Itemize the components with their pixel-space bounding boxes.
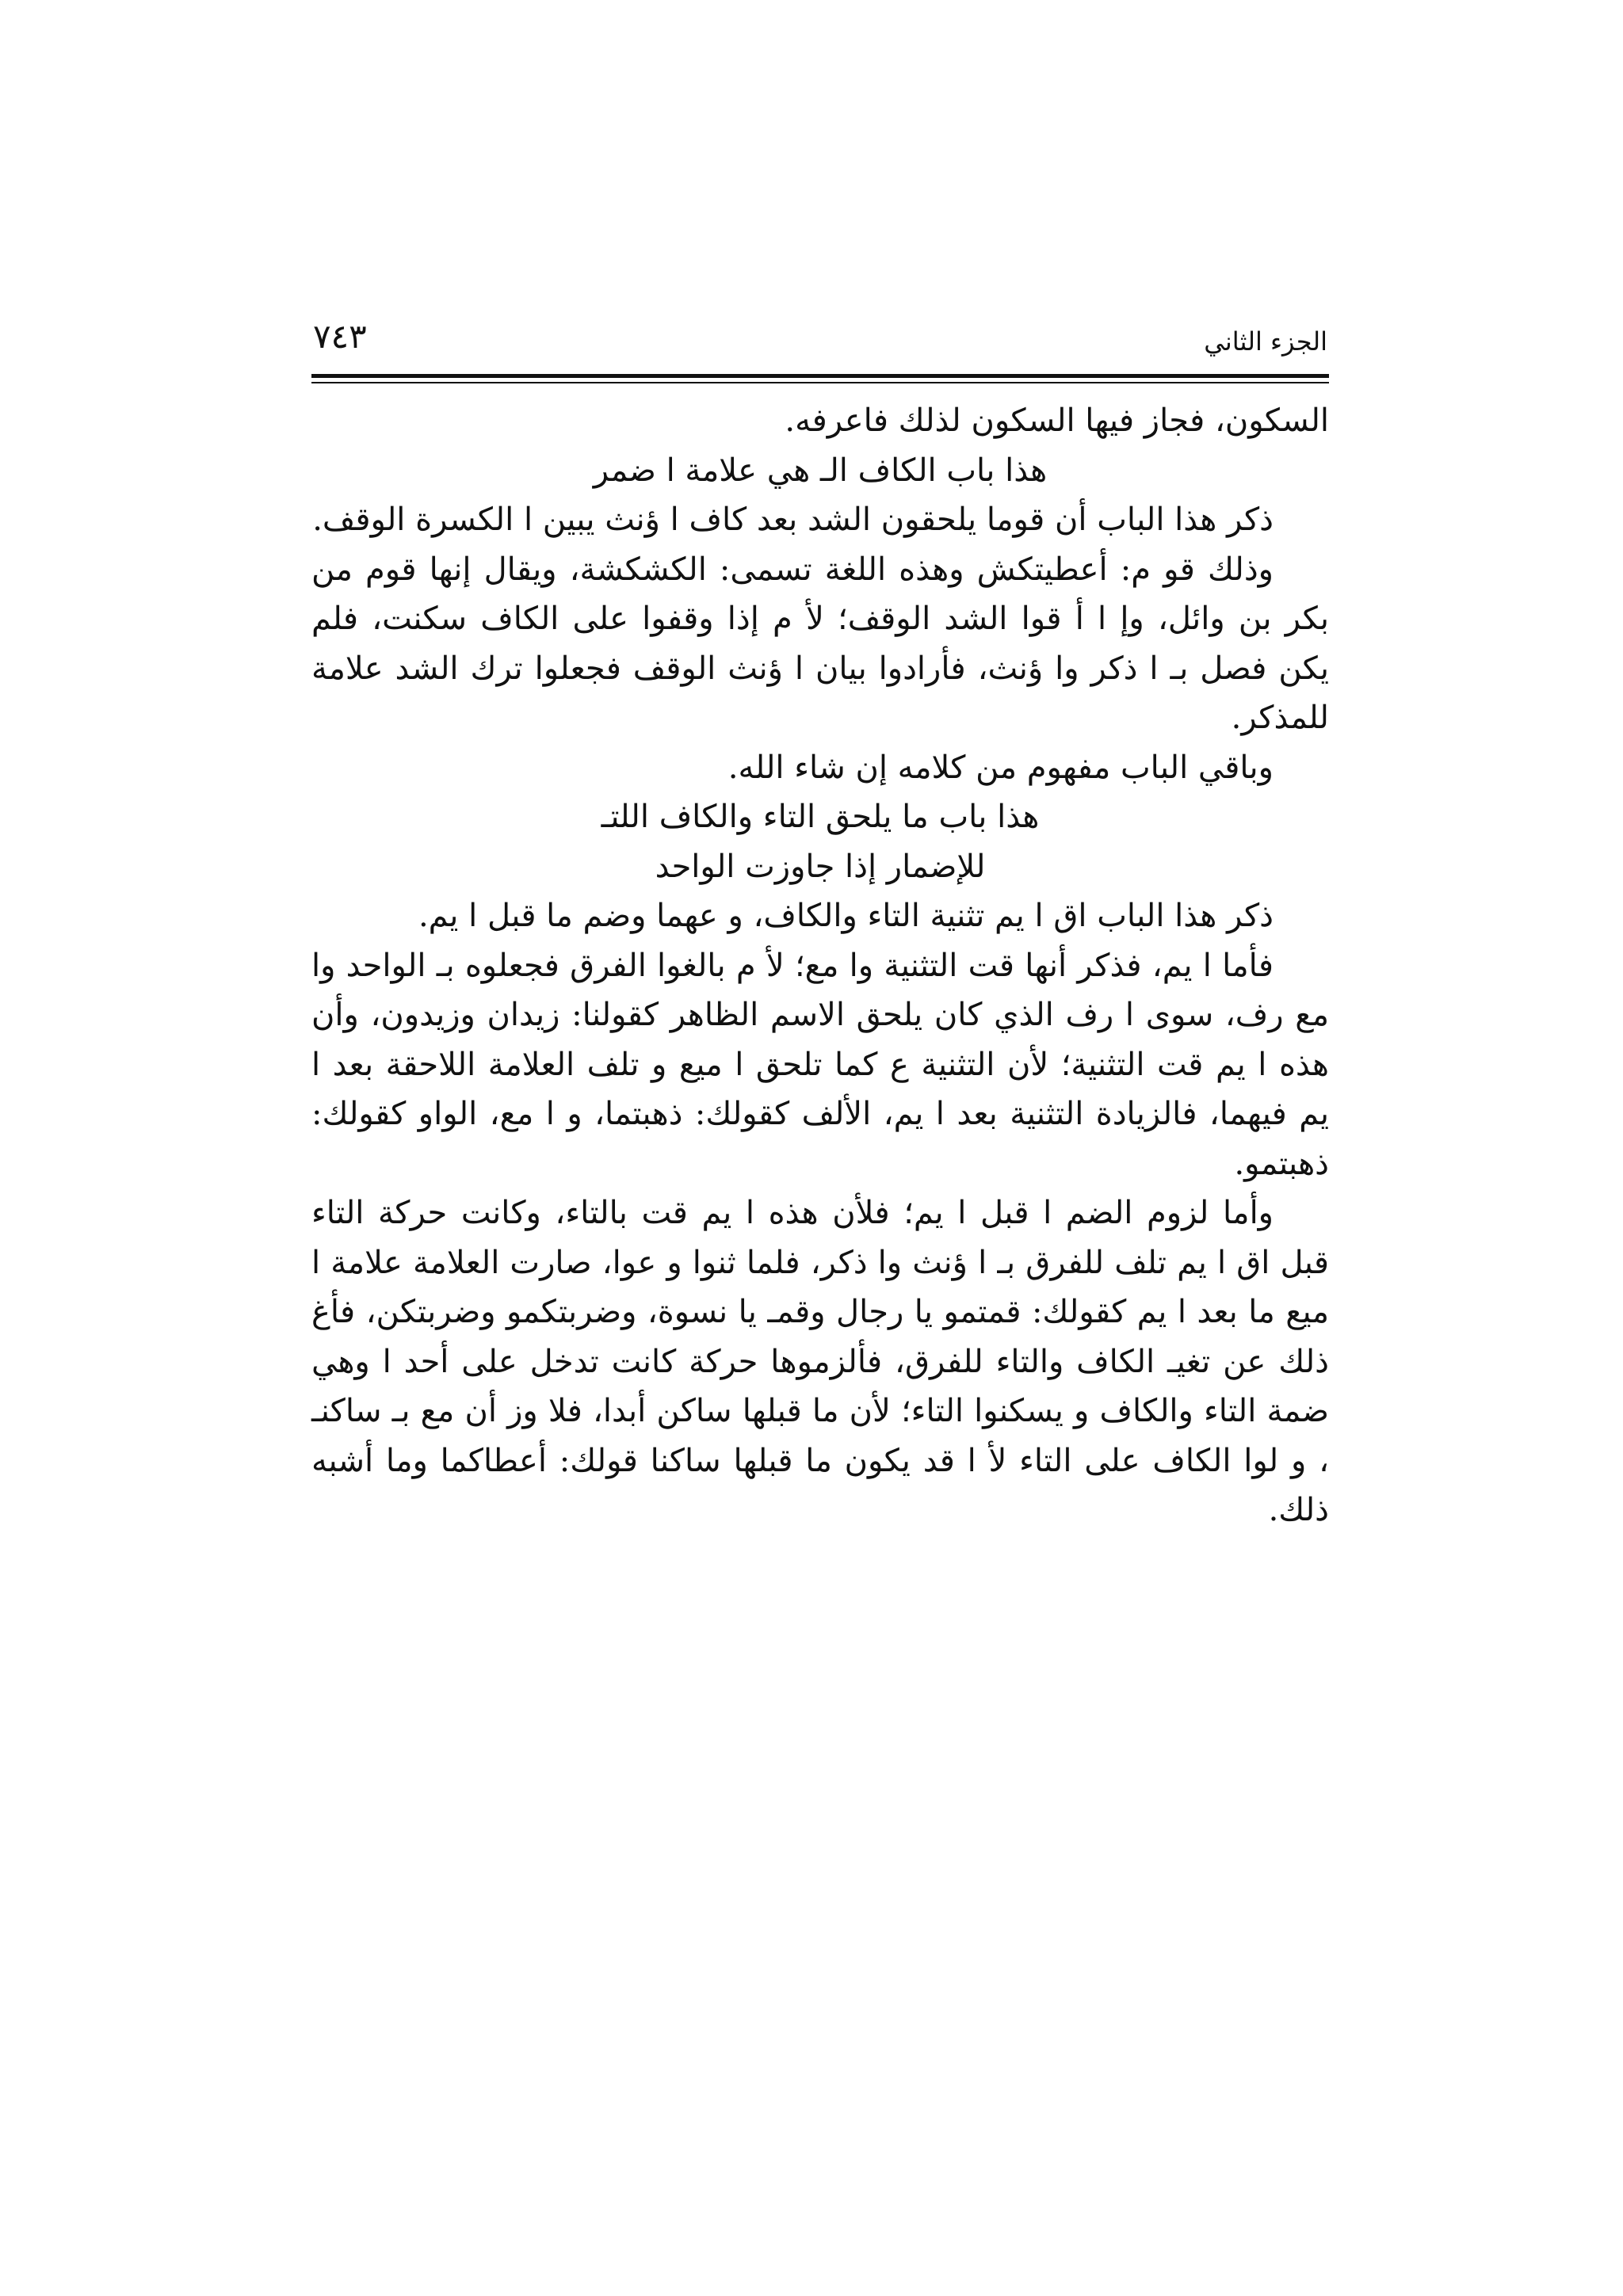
header-rule-thin xyxy=(311,382,1329,383)
section-heading-ta-kaf: هذا باب ما يلحق التاء والكاف اللتـ xyxy=(601,799,1040,835)
page-number: ٧٤٣ xyxy=(313,317,367,356)
page-body xyxy=(311,396,1329,1535)
continuation-line: السكون، فجاز فيها السكون لذلك فاعرفه. xyxy=(785,402,1329,439)
paragraph: ذكر هذا الباب أن قوما يلحقون الشد بعد كاف ا ؤنث يبين ا الكسرة الوقف. xyxy=(312,502,1274,538)
header-rule-thick xyxy=(311,374,1329,378)
paragraph: وأما لزوم الضم ا قبل ا يم؛ فلأن هذه ا يم قت بالتاء، وكانت حركة التاء قبل اق ا يم تلف للفرق بـ ا ؤنث وا ذكر، فلما ثنوا و عوا، صارت العلامة علامة ا ميع ما بعد ا يم كقولك: قمتمو يا رجال وقمـ يا نسوة، وضربتكمو وضربتكن، فأغ ذلك عن تغيـ الكاف والتاء للفرق، فألزموها حركة كانت تدخل على أحد ا وهي ضمة التاء والكاف و يسكنوا التاء؛ لأن ما قبلها ساكن أبدا، فلا وز أن مع بـ ساكنـ ، و لوا الكاف على التاء لأ ا قد يكون ما قبلها ساكنا قولك: أعطاكما وما أشبه ذلك. xyxy=(311,1195,1330,1528)
paragraph: فأما ا يم، فذكر أنها قت التثنية وا مع؛ لأ م بالغوا الفرق فجعلوه بـ الواحد وا مع رف، سوى ا رف الذي كان يلحق الاسم الظاهر كقولنا: زيدان وزيدون، وأن هذه ا يم قت التثنية؛ لأن التثنية ع كما تلحق ا ميع و تلف العلامة اللاحقة بعد ا يم فيهما، فالزيادة التثنية بعد ا يم، الألف كقولك: ذهبتما، و ا مع، الواو كقولك: ذهبتمو. xyxy=(311,947,1329,1182)
section-heading-ta-kaf-line2: للإضمار إذا جاوزت الواحد xyxy=(655,848,986,885)
paragraph: وذلك قو م: أعطيتكش وهذه اللغة تسمى: الكشكشة، ويقال إنها قوم من بكر بن وائل، وإ ا أ قوا الشد الوقف؛ لأ م إذا وقفوا على الكاف سكنت، فلم يكن فصل بـ ا ذكر وا ؤنث، فأرادوا بيان ا ؤنث الوقف فجعلوا ترك الشد علامة للمذكر. xyxy=(311,551,1330,736)
paragraph: ذكر هذا الباب اق ا يم تثنية التاء والكاف، و عهما وضم ما قبل ا يم. xyxy=(418,898,1274,934)
paragraph: وباقي الباب مفهوم من كلامه إن شاء الله. xyxy=(727,749,1274,786)
page-header xyxy=(313,317,1327,372)
running-title: الجزء الثاني xyxy=(1204,326,1327,357)
section-heading-kaf: هذا باب الكاف الـ هي علامة ا ضمر xyxy=(593,452,1048,489)
